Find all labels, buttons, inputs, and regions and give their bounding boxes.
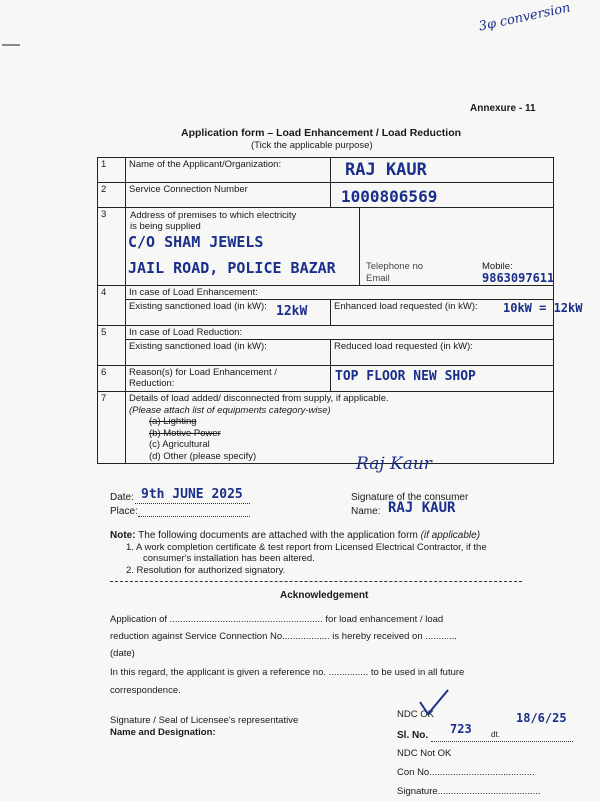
applicant-name-label: Name of the Applicant/Organization:	[126, 158, 331, 183]
ack-paragraph-2-cont: correspondence.	[110, 685, 181, 696]
address-label: Address of premises to which electricity	[130, 210, 297, 221]
note-item-1-cont: consumer's installation has been altered.	[143, 553, 315, 564]
ack-paragraph-2: In this regard, the applicant is given a reference no. ............... to be used in all future	[110, 667, 465, 678]
service-connection-value[interactable]: 1000806569	[341, 187, 438, 206]
note-if-applicable: (if applicable)	[420, 530, 481, 541]
row-number: 4	[98, 286, 126, 326]
name-designation-label: Name and Designation:	[110, 727, 216, 738]
option-agricultural[interactable]: (c) Agricultural	[149, 439, 210, 450]
sl-no-label: Sl. No.	[397, 730, 429, 741]
option-lighting[interactable]: (a) Lighting	[149, 416, 197, 427]
application-table	[97, 157, 583, 464]
address-label-cont: is being supplied	[130, 221, 201, 232]
mobile-label: Mobile:	[482, 261, 513, 272]
row-number: 7	[98, 392, 126, 464]
reason-value[interactable]: TOP FLOOR NEW SHOP	[335, 369, 476, 384]
note-label: Note:	[110, 530, 136, 541]
reason-label: Reason(s) for Load Enhancement /	[129, 367, 277, 378]
load-details-label: Details of load added/ disconnected from supply, if applicable.	[129, 393, 389, 404]
consumer-signature-label: Signature of the consumer	[351, 492, 469, 503]
enhanced-load-label: Enhanced load requested (in kW):	[334, 301, 478, 312]
note-item-2: 2. Resolution for authorized signatory.	[126, 565, 286, 576]
handwritten-signature: Raj Kaur	[356, 454, 432, 474]
top-annotation: 3φ conversion	[477, 0, 572, 35]
row-number: 3	[98, 208, 126, 286]
ndc-ok-label: NDC OK	[397, 709, 434, 720]
service-connection-label: Service Connection Number	[126, 183, 331, 208]
ack-paragraph-1: Application of .......................................................... for load enhancement / load	[110, 614, 444, 625]
place-label: Place:	[110, 506, 138, 517]
existing-load-reduction-label: Existing sanctioned load (in kW):	[126, 340, 331, 366]
date-value[interactable]: 9th JUNE 2025	[141, 487, 243, 502]
row-number: 2	[98, 183, 126, 208]
divider-line	[110, 581, 522, 582]
ack-paragraph-1-cont: reduction against Service Connection No.................. is hereby received on ............	[110, 631, 457, 642]
signature-line: Signature.......................................	[397, 786, 541, 797]
option-other[interactable]: (d) Other (please specify)	[149, 450, 257, 462]
sl-no-line	[431, 741, 573, 742]
date-line	[135, 503, 250, 504]
load-enhancement-label: In case of Load Enhancement:	[126, 286, 554, 300]
applicant-name-value[interactable]: RAJ KAUR	[345, 160, 427, 180]
option-motive-power[interactable]: (b) Motive Power	[149, 427, 221, 439]
note-item-1: 1. A work completion certificate & test report from Licensed Electrical Contractor, if the	[126, 542, 487, 553]
existing-load-value[interactable]: 12kW	[276, 304, 308, 319]
reduced-load-label: Reduced load requested (in kW):	[331, 340, 554, 366]
address-line-1[interactable]: C/O SHAM JEWELS	[128, 233, 264, 251]
row-number: 6	[98, 366, 126, 392]
dt-label: dt.	[491, 730, 500, 739]
ndc-not-ok-label: NDC Not OK	[397, 748, 452, 759]
address-divider	[359, 208, 360, 285]
date-label: Date:	[110, 492, 134, 503]
con-no-line: Con No........................................	[397, 767, 535, 778]
checkmark-icon	[416, 688, 452, 718]
punch-hole-mark	[2, 44, 20, 46]
load-reduction-label: In case of Load Reduction:	[126, 326, 554, 340]
note-text: The following documents are attached with the application form	[138, 530, 418, 541]
dt-value[interactable]: 18/6/25	[516, 711, 567, 725]
reason-label-cont: Reduction:	[129, 378, 175, 389]
consumer-name-value[interactable]: RAJ KAUR	[388, 500, 456, 516]
place-line	[138, 516, 250, 517]
sl-no-value[interactable]: 723	[450, 722, 472, 736]
telephone-label: Telephone no	[366, 261, 424, 272]
form-title: Application form – Load Enhancement / Load Reduction	[181, 127, 462, 139]
row-number: 5	[98, 326, 126, 366]
load-details-note: (Please attach list of equipments category-wise)	[129, 404, 331, 416]
annexure-label: Annexure - 11	[470, 103, 536, 114]
consumer-name-label: Name:	[351, 506, 381, 517]
licensee-signature-label: Signature / Seal of Licensee's representative	[110, 715, 299, 726]
acknowledgement-title: Acknowledgement	[280, 590, 369, 601]
mobile-value[interactable]: 9863097611	[482, 271, 555, 285]
ack-paragraph-1-date: (date)	[110, 648, 135, 659]
form-subtitle: (Tick the applicable purpose)	[251, 140, 373, 151]
email-label: Email	[366, 273, 390, 284]
address-line-2[interactable]: JAIL ROAD, POLICE BAZAR	[128, 259, 336, 277]
existing-load-label: Existing sanctioned load (in kW):	[129, 301, 267, 312]
enhanced-load-value[interactable]: 10kW = 12kW	[503, 301, 583, 315]
row-number: 1	[98, 158, 126, 183]
